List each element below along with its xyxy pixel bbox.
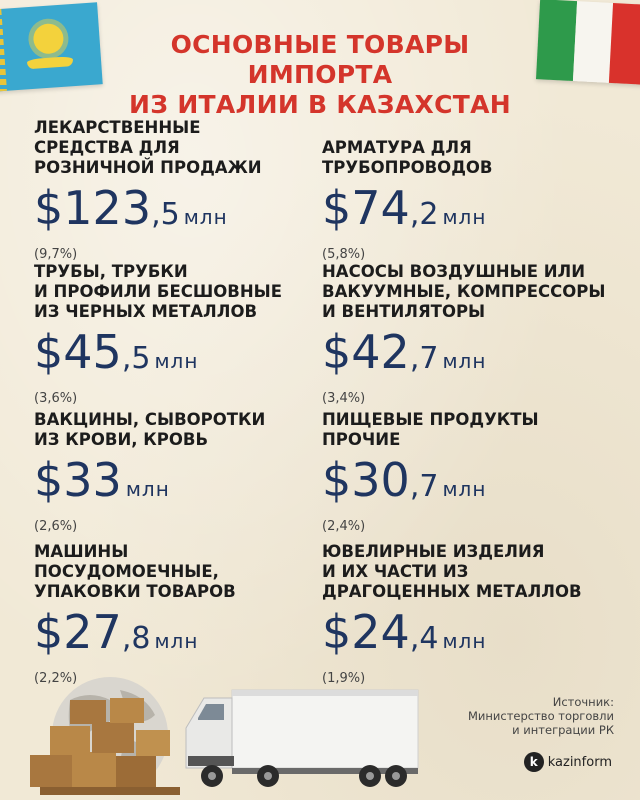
item-label: ПИЩЕВЫЕ ПРОДУКТЫ ПРОЧИЕ — [322, 410, 539, 449]
item-value: $123,5 млн — [34, 181, 228, 235]
import-item-4 — [322, 262, 607, 406]
item-share: (2,4%) — [322, 519, 366, 534]
source-note: Источник: Министерство торговли и интеграции РК — [468, 695, 614, 737]
truck-icon — [186, 690, 418, 787]
kazinform-logo — [524, 752, 612, 772]
item-label: НАСОСЫ ВОЗДУШНЫЕ ИЛИ ВАКУУМНЫЕ, КОМПРЕССОРЫ И ВЕНТИЛЯТОРЫ — [322, 262, 606, 321]
item-share: (3,6%) — [34, 391, 78, 406]
item-value: $45,5 млн — [34, 325, 199, 379]
flag-ornament — [0, 9, 7, 91]
import-item-6 — [322, 410, 607, 534]
item-share: (2,6%) — [34, 519, 78, 534]
item-share: (3,4%) — [322, 391, 366, 406]
item-share: (2,2%) — [34, 671, 78, 686]
item-value: $30,7 млн — [322, 453, 487, 507]
item-label: ЮВЕЛИРНЫЕ ИЗДЕЛИЯ И ИХ ЧАСТИ ИЗ ДРАГОЦЕННЫХ МЕТАЛЛОВ — [322, 542, 582, 601]
item-value: $42,7 млн — [322, 325, 487, 379]
italy-flag-icon — [536, 0, 640, 85]
title-line-1: ОСНОВНЫЕ ТОВАРЫ ИМПОРТА — [170, 30, 470, 89]
item-share: (1,9%) — [322, 671, 366, 686]
item-label: МАШИНЫ ПОСУДОМОЕЧНЫЕ, УПАКОВКИ ТОВАРОВ — [34, 542, 236, 601]
kazinform-logo-icon: k — [524, 752, 544, 772]
item-value: $74,2 млн — [322, 181, 487, 235]
title-line-2: ИЗ ИТАЛИИ В КАЗАХСТАН — [129, 90, 511, 119]
item-share: (9,7%) — [34, 247, 78, 262]
item-label: АРМАТУРА ДЛЯ ТРУБОПРОВОДОВ — [322, 138, 493, 177]
item-value: $27,8 млн — [34, 605, 199, 659]
import-item-5 — [34, 410, 319, 534]
item-value: $24,4 млн — [322, 605, 487, 659]
item-share: (5,8%) — [322, 247, 366, 262]
item-label: ЛЕКАРСТВЕННЫЕ СРЕДСТВА ДЛЯ РОЗНИЧНОЙ ПРОДАЖИ — [34, 118, 262, 177]
item-label: ТРУБЫ, ТРУБКИ И ПРОФИЛИ БЕСШОВНЫЕ ИЗ ЧЕРНЫХ МЕТАЛЛОВ — [34, 262, 283, 321]
kazakhstan-flag-icon — [0, 2, 103, 91]
flag-eagle — [27, 56, 74, 69]
import-item-2 — [322, 138, 607, 262]
item-label: ВАКЦИНЫ, СЫВОРОТКИ ИЗ КРОВИ, КРОВЬ — [34, 410, 266, 449]
flag-sun — [32, 23, 64, 55]
import-item-3 — [34, 262, 319, 406]
item-value: $33 млн — [34, 453, 170, 507]
kazinform-logo-text: kazinform — [547, 754, 612, 770]
page-title — [95, 30, 545, 120]
import-item-1 — [34, 118, 319, 262]
